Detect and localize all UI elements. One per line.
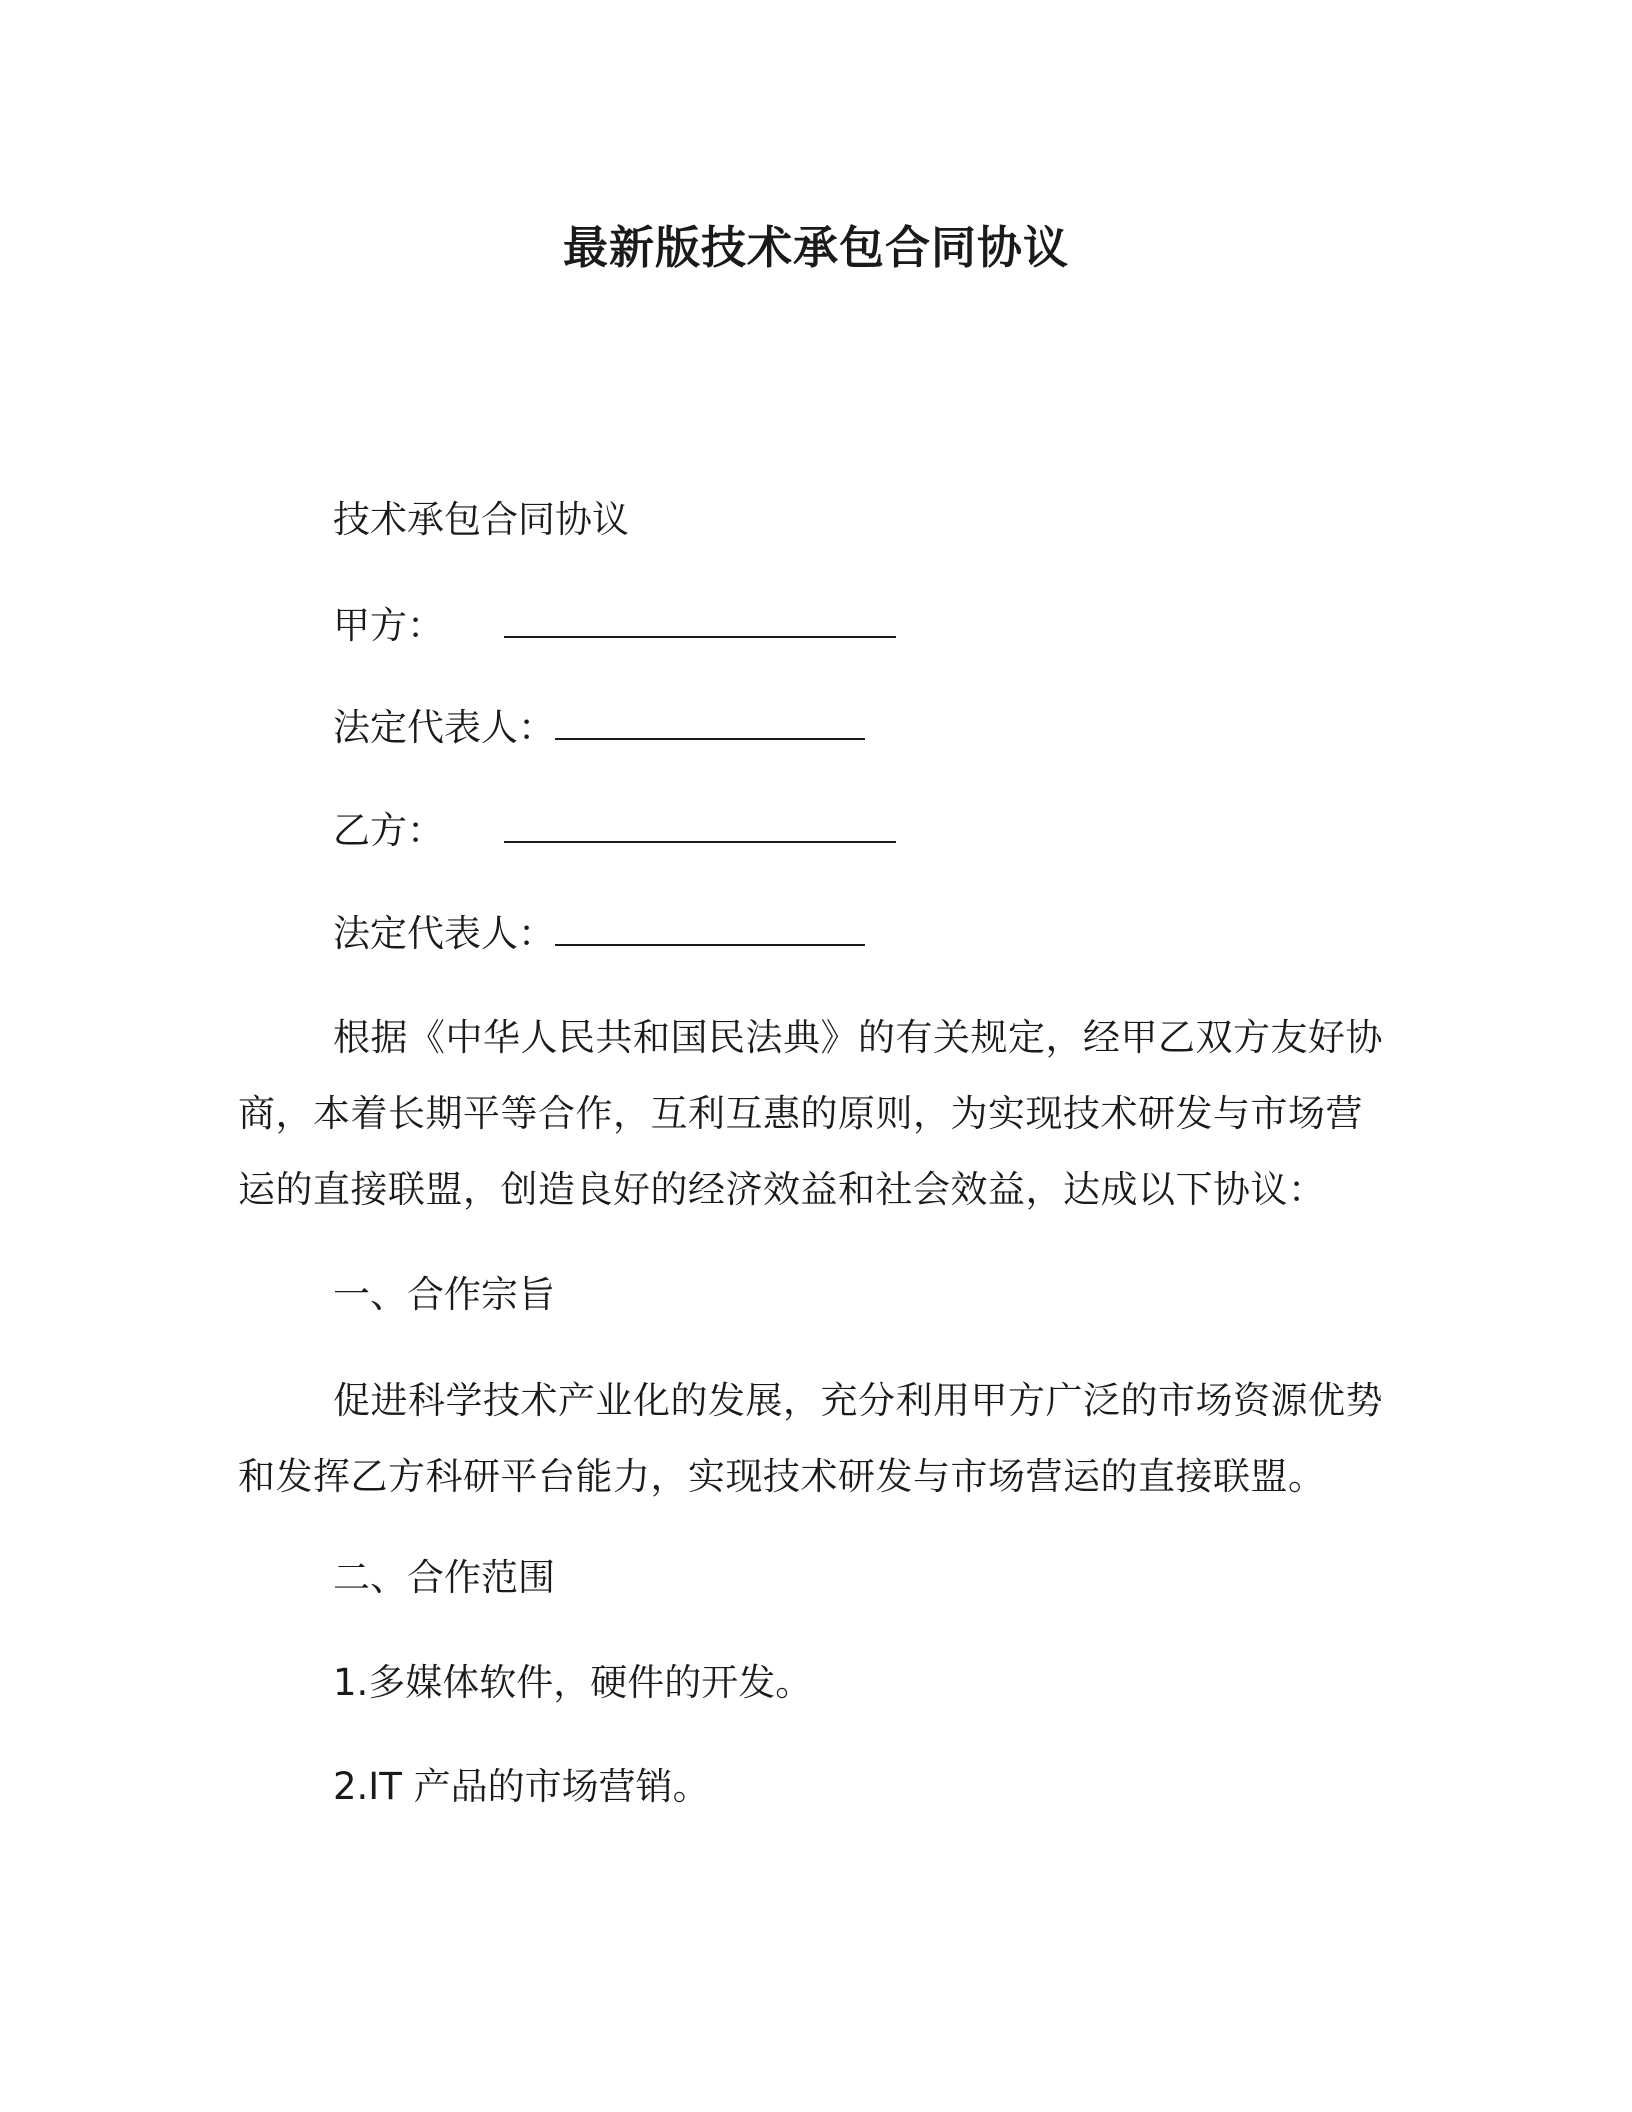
party-a-representative-row [333, 702, 865, 753]
preamble-line: 运的直接联盟，创造良好的经济效益和社会效益，达成以下协议： [238, 1168, 1326, 1211]
preamble-paragraph [238, 1000, 1383, 1228]
contract-subtitle: 技术承包合同协议 [333, 498, 629, 541]
section-1-heading: 一、合作宗旨 [333, 1273, 555, 1316]
party-a-row [333, 600, 896, 651]
section-2-item-2: 2.IT 产品的市场营销。 [333, 1765, 710, 1808]
party-b-representative-blank [555, 908, 865, 946]
party-a-blank [504, 600, 896, 638]
section-2-item-1: 1.多媒体软件，硬件的开发。 [333, 1661, 813, 1704]
party-b-representative-row [333, 908, 865, 959]
party-a-label: 甲方： [333, 604, 444, 647]
party-b-label: 乙方： [333, 809, 444, 852]
section-1-paragraph [238, 1363, 1383, 1515]
section-1-line: 和发挥乙方科研平台能力，实现技术研发与市场营运的直接联盟。 [238, 1455, 1326, 1498]
section-1-line: 促进科学技术产业化的发展，充分利用甲方广泛的市场资源优势 [333, 1379, 1383, 1422]
party-a-representative-blank [555, 702, 865, 740]
preamble-line: 商，本着长期平等合作，互利互惠的原则，为实现技术研发与市场营 [238, 1092, 1363, 1135]
party-b-representative-label: 法定代表人： [333, 912, 555, 955]
party-a-representative-label: 法定代表人： [333, 706, 555, 749]
document-title: 最新版技术承包合同协议 [562, 221, 1069, 274]
party-b-row [333, 805, 896, 856]
section-2-heading: 二、合作范围 [333, 1556, 555, 1599]
party-b-blank [504, 805, 896, 843]
preamble-line: 根据《中华人民共和国民法典》的有关规定，经甲乙双方友好协 [333, 1016, 1383, 1059]
